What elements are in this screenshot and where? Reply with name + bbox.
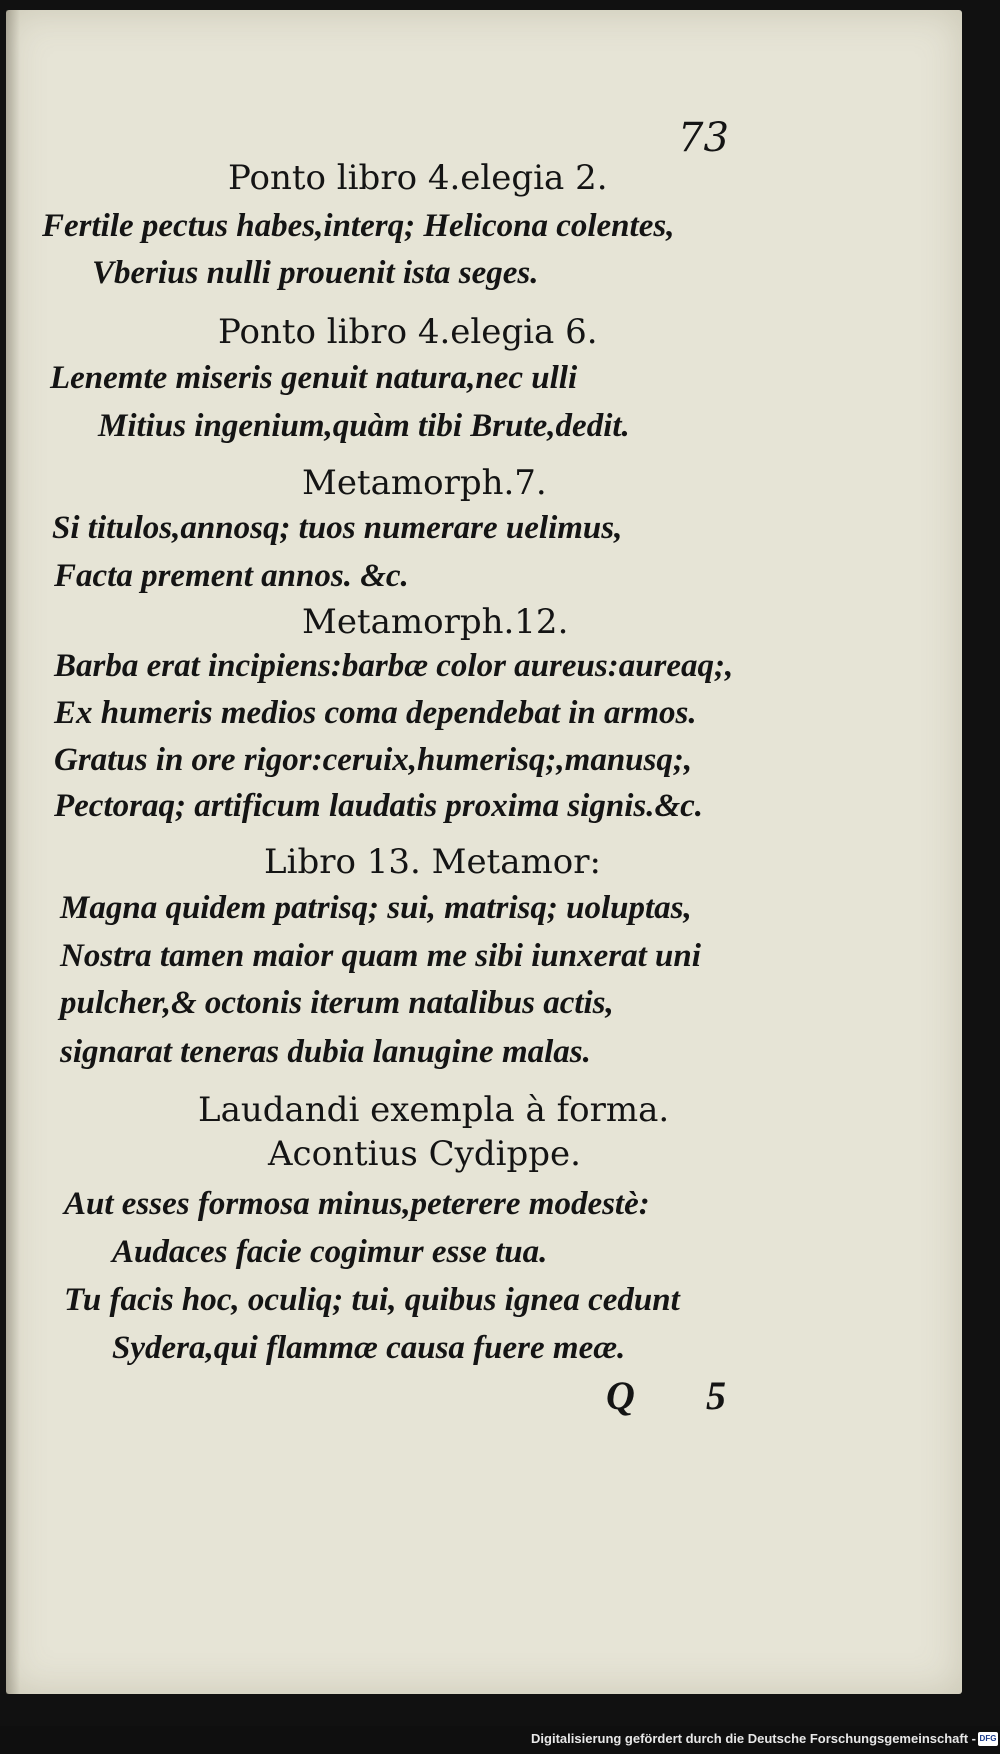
verse-line: Tu facis hoc, oculiq; tui, quibus ignea cedunt <box>64 1282 680 1318</box>
verse-line: Mitius ingenium,quàm tibi Brute,dedit. <box>98 408 630 444</box>
verse-line: Aut esses formosa minus,peterere modestè: <box>64 1186 650 1222</box>
verse-line: Lenemte miseris genuit natura,nec ulli <box>50 360 578 396</box>
heading-libro-13: Libro 13. Metamor: <box>264 842 601 882</box>
verse-line: Si titulos,annosq; tuos numerare uelimus, <box>52 510 623 546</box>
heading-ponto-2: Ponto libro 4.elegia 2. <box>228 158 608 198</box>
verse-line: Gratus in ore rigor:ceruix,humerisq;,manusq;, <box>54 742 693 778</box>
verse-line: Magna quidem patrisq; sui, matrisq; uoluptas, <box>60 890 692 926</box>
verse-line: Vberius nulli prouenit ista seges. <box>92 255 539 291</box>
verse-line: signarat teneras dubia lanugine malas. <box>60 1034 591 1070</box>
verse-line: Pectoraq; artificum laudatis proxima signis.&c. <box>54 788 704 824</box>
verse-line: Facta prement annos. &c. <box>54 558 409 594</box>
book-page <box>6 10 962 1694</box>
dfg-logo-icon: DFG <box>978 1732 998 1746</box>
verse-line: Barba erat incipiens:barbæ color aureus:aureaq;, <box>54 648 734 684</box>
heading-metamorph-12: Metamorph.12. <box>302 602 569 642</box>
footer-credit: Digitalisierung gefördert durch die Deutsche Forschungsgemeinschaft - <box>531 1731 976 1746</box>
footer-bar <box>0 1726 1000 1754</box>
verse-line: Fertile pectus habes,interq; Helicona colentes, <box>42 208 675 244</box>
verse-line: Audaces facie cogimur esse tua. <box>112 1234 548 1270</box>
heading-metamorph-7: Metamorph.7. <box>302 463 547 503</box>
verse-line: Nostra tamen maior quam me sibi iunxerat uni <box>60 938 701 974</box>
verse-line: Sydera,qui flammæ causa fuere meæ. <box>112 1330 626 1366</box>
verse-line: Ex humeris medios coma dependebat in armos. <box>54 695 697 731</box>
page-number: 73 <box>678 115 729 161</box>
catchword: 5 <box>706 1373 726 1418</box>
verse-line: pulcher,& octonis iterum natalibus actis, <box>60 985 614 1021</box>
signature-mark: Q <box>606 1373 635 1418</box>
heading-laudandi: Laudandi exempla à forma. <box>198 1090 670 1130</box>
heading-acontius: Acontius Cydippe. <box>268 1134 581 1174</box>
heading-ponto-6: Ponto libro 4.elegia 6. <box>218 312 598 352</box>
